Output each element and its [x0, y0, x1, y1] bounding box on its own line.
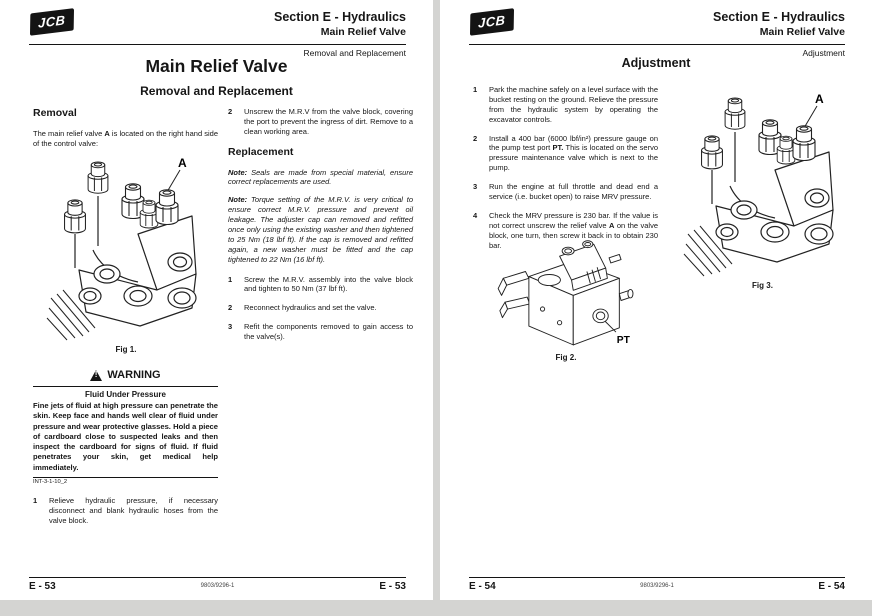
removal-intro: The main relief valve A is located on the right hand side of the control valve: [33, 128, 218, 148]
step-number: 1 [473, 85, 478, 94]
figure-label-a: A [814, 92, 824, 106]
figure-servo-valve-fig2 [474, 222, 658, 362]
list-item [473, 182, 658, 202]
step-number: 1 [228, 274, 233, 284]
step-text: Refit the components removed to gain access to the valve(s). [244, 322, 413, 342]
header-topic: Removal and Replacement [303, 48, 406, 58]
header-section: Section E - Hydraulics [274, 10, 406, 24]
list-item [473, 85, 658, 125]
notes-list [228, 168, 413, 265]
list-item [228, 107, 413, 137]
header-section: Section E - Hydraulics [713, 10, 845, 24]
page-header [274, 10, 406, 39]
step-number: 1 [33, 496, 38, 506]
footer-page-number-left: E - 53 [29, 581, 56, 592]
page-title: Adjustment [621, 56, 691, 70]
page-e54 [440, 0, 872, 600]
figure-valve-block-fig3 [670, 86, 855, 290]
fig1-caption: Fig 1. [115, 345, 137, 354]
figure-label-a: A [178, 156, 187, 170]
page-header [713, 10, 845, 39]
removal-steps-list [33, 496, 218, 526]
page-e53 [0, 0, 433, 600]
warning-box [33, 368, 218, 486]
jcb-logo: JCB [30, 8, 74, 36]
column-left-lower [33, 362, 218, 535]
column-right [228, 107, 413, 351]
step-text: Install a 400 bar (6000 lbf/in²) pressure gauge on the pump test port PT. This is located on the servo pressure maintenance valve which is next to the pump. [489, 133, 658, 173]
warning-code: INT-3-1-10_2 [33, 478, 68, 485]
warning-text: Fine jets of fluid at high pressure can penetrate the skin. Keep face and hands well clear of fluid under pressure and wear protective glasses. Hold a piece of cardboard close to suspected leaks and then inspect the cardboard for signs of fluid. If fluid penetrates your skin, get medical help immediately. [33, 401, 218, 472]
warning-header [33, 368, 218, 386]
list-item [473, 134, 658, 174]
footer-page-number-right: E - 53 [379, 581, 406, 592]
list-item [228, 303, 413, 313]
step-text: Unscrew the M.R.V from the valve block, covering the port to prevent the ingress of dirt. Remove to a clean working area. [244, 107, 413, 136]
warning-body [33, 386, 218, 478]
fig2-caption: Fig 2. [555, 353, 577, 362]
step-text: Check the MRV pressure is 230 bar. If the value is not correct unscrew the relief valve A on the valve block, one turn, then screw it back in to obtain 230 bar. [489, 210, 659, 250]
step-text: Relieve hydraulic pressure, if necessary disconnect and blank hydraulic hoses from the valve block. [49, 496, 218, 526]
jcb-logo: JCB [470, 8, 514, 36]
page-subtitle: Removal and Replacement [140, 84, 293, 98]
footer-publication-code: 9803/9296-1 [200, 583, 235, 589]
step-number: 4 [473, 210, 478, 220]
step-number: 3 [473, 182, 478, 192]
footer-rule [469, 577, 845, 578]
list-item [228, 322, 413, 342]
removal-heading: Removal [33, 107, 77, 119]
step-text: Reconnect hydraulics and set the valve. [244, 303, 377, 313]
list-item [33, 496, 218, 526]
replacement-steps-list [228, 275, 413, 342]
footer-publication-code: 9803/9296-1 [640, 583, 674, 589]
warning-title: WARNING [107, 369, 161, 381]
note: Note: Seals are made from special material, ensure correct replacements are used. [228, 167, 413, 187]
footer-page-number-right: E - 54 [818, 581, 845, 592]
step-number: 2 [473, 133, 478, 143]
fig3-caption: Fig 3. [752, 281, 773, 290]
header-topic: Adjustment [802, 48, 845, 58]
page-footer [29, 581, 406, 595]
figure-label-pt: PT [616, 335, 630, 347]
step-number: 2 [228, 303, 233, 313]
footer-page-number-left: E - 54 [469, 581, 496, 592]
figure-valve-block-fig1 [36, 150, 216, 354]
header-rule [29, 44, 406, 45]
step-text: Screw the M.R.V. assembly into the valve block and tighten to 50 Nm (37 lbf ft). [244, 274, 413, 294]
page-footer [469, 581, 845, 595]
footer-rule [29, 577, 406, 578]
warning-subtitle: Fluid Under Pressure [85, 389, 166, 399]
header-rule [469, 44, 845, 45]
step-number: 2 [228, 107, 233, 116]
page-title: Main Relief Valve [145, 56, 288, 76]
step-text: Park the machine safely on a level surface with the bucket resting on the ground. Relieve the pressure from the hydraulic system by operating the excavator controls. [489, 85, 658, 124]
warning-triangle-icon [90, 370, 102, 381]
header-subsection: Main Relief Valve [320, 25, 406, 38]
step-text: Run the engine at full throttle and dead end a service (i.e. bucket open) to raise MRV pressure. [489, 182, 658, 202]
step-number: 3 [228, 322, 233, 332]
list-item [228, 275, 413, 295]
header-subsection: Main Relief Valve [759, 25, 845, 38]
removal-steps-continued [228, 107, 413, 137]
note: Note: Torque setting of the M.R.V. is very critical to ensure correct M.R.V. pressure and prevent oil leakage. The adjuster cap can removed and refitted once only using the existing washer and then tightened to 25 Nm (18 lbf ft). If the cap is removed and refitted again, a new washer must be fitted and the cap tightened to 22 Nm (16 lbf ft). [228, 195, 413, 264]
replacement-heading: Replacement [228, 145, 294, 158]
